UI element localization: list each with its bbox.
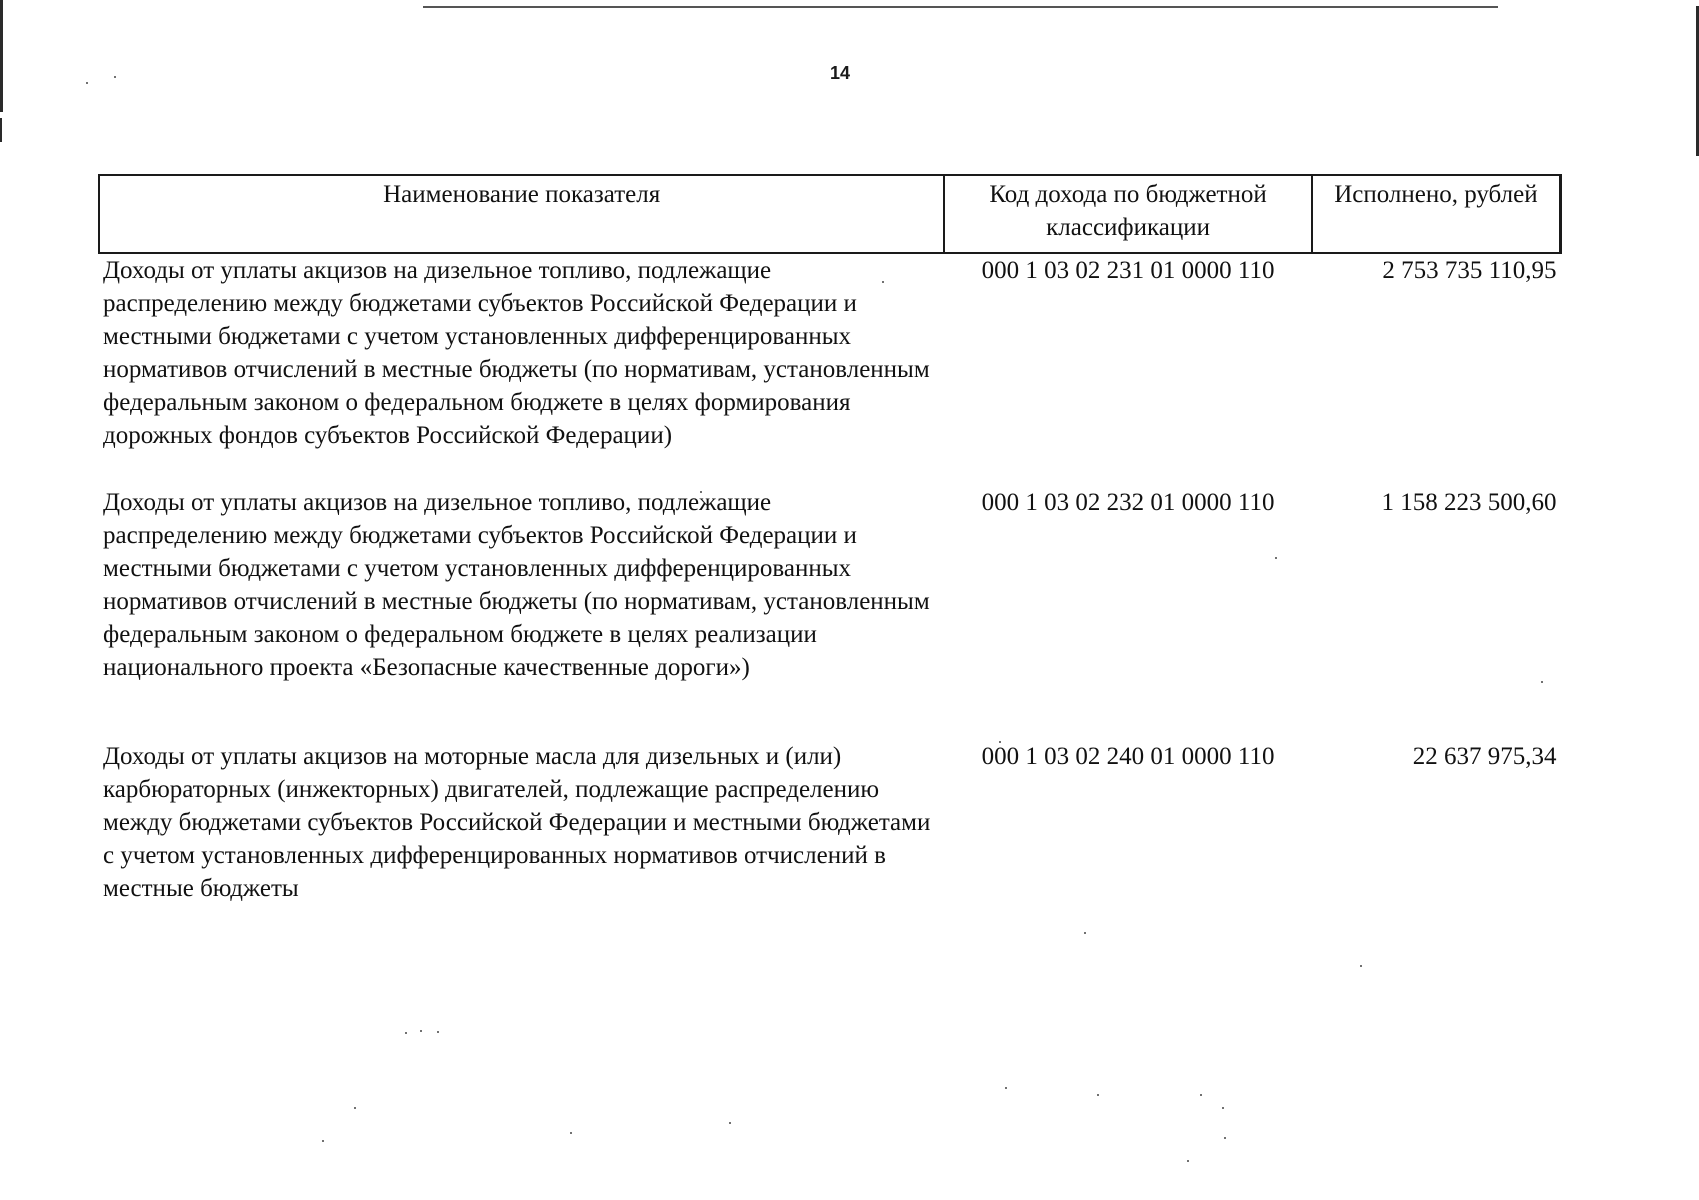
scan-speck [570, 1132, 572, 1134]
scan-speck [405, 1032, 407, 1034]
header-executed-amount: Исполнено, рублей [1312, 175, 1561, 253]
table-row [99, 253, 1561, 486]
scan-speck [322, 1140, 324, 1142]
row-executed-amount: 1 158 223 500,60 [1381, 489, 1557, 516]
scan-speck [420, 1030, 422, 1032]
row-executed-amount: 2 753 735 110,95 [1382, 257, 1557, 284]
row-budget-code: 000 1 03 02 240 01 0000 110 [981, 743, 1275, 770]
scan-speck [729, 1122, 731, 1124]
row-executed-amount: 22 637 975,34 [1412, 743, 1557, 770]
scan-speck [1224, 1137, 1226, 1139]
scan-speck [1005, 1087, 1007, 1089]
header-indicator-name: Наименование показателя [99, 175, 944, 253]
row-indicator-name: Доходы от уплаты акцизов на моторные масла для дизельных и (или) карбюраторных (инжекторных) двигателей, подлежащие распределению между бюджетами субъектов Российской Федерации и местными бюджетами с учетом установленных дифференцированных нормативов отчислений в местные бюджеты [103, 743, 931, 902]
scan-top-line [423, 6, 1498, 8]
scan-speck [1097, 1094, 1099, 1096]
scan-speck [437, 1031, 439, 1033]
row-budget-code: 000 1 03 02 231 01 0000 110 [981, 257, 1275, 284]
table-row [99, 486, 1561, 740]
row-indicator-name: Доходы от уплаты акцизов на дизельное топливо, подлежащие распределению между бюджетами субъектов Российской Федерации и местными бюджетами с учетом установленных дифференцированных нормативов отчислений в местные бюджеты (по нормативам, установленным федеральным законом о федеральном бюджете в целях формирования дорожных фондов субъектов Российской Федерации) [103, 257, 930, 449]
revenue-table [98, 174, 1562, 910]
row-indicator-name: Доходы от уплаты акцизов на дизельное топливо, подлежащие распределению между бюджетами субъектов Российской Федерации и местными бюджетами с учетом установленных дифференцированных нормативов отчислений в местные бюджеты (по нормативам, установленным федеральным законом о федеральном бюджете в целях реализации национального проекта «Безопасные качественные дороги») [103, 489, 930, 681]
scan-speck [1200, 1094, 1202, 1096]
scan-border-left [0, 0, 3, 112]
table-row [99, 740, 1561, 910]
header-budget-code: Код дохода по бюджетной классификации [944, 175, 1311, 253]
scan-speck [1360, 965, 1362, 967]
table-header-row [99, 175, 1561, 253]
scan-speck [354, 1107, 356, 1109]
scan-speck [1187, 1160, 1189, 1162]
page-number: 14 [829, 63, 851, 83]
scan-speck [1222, 1107, 1224, 1109]
row-budget-code: 000 1 03 02 232 01 0000 110 [981, 489, 1275, 516]
scan-speck [1084, 932, 1086, 934]
scan-border-left-fragment [0, 118, 2, 142]
